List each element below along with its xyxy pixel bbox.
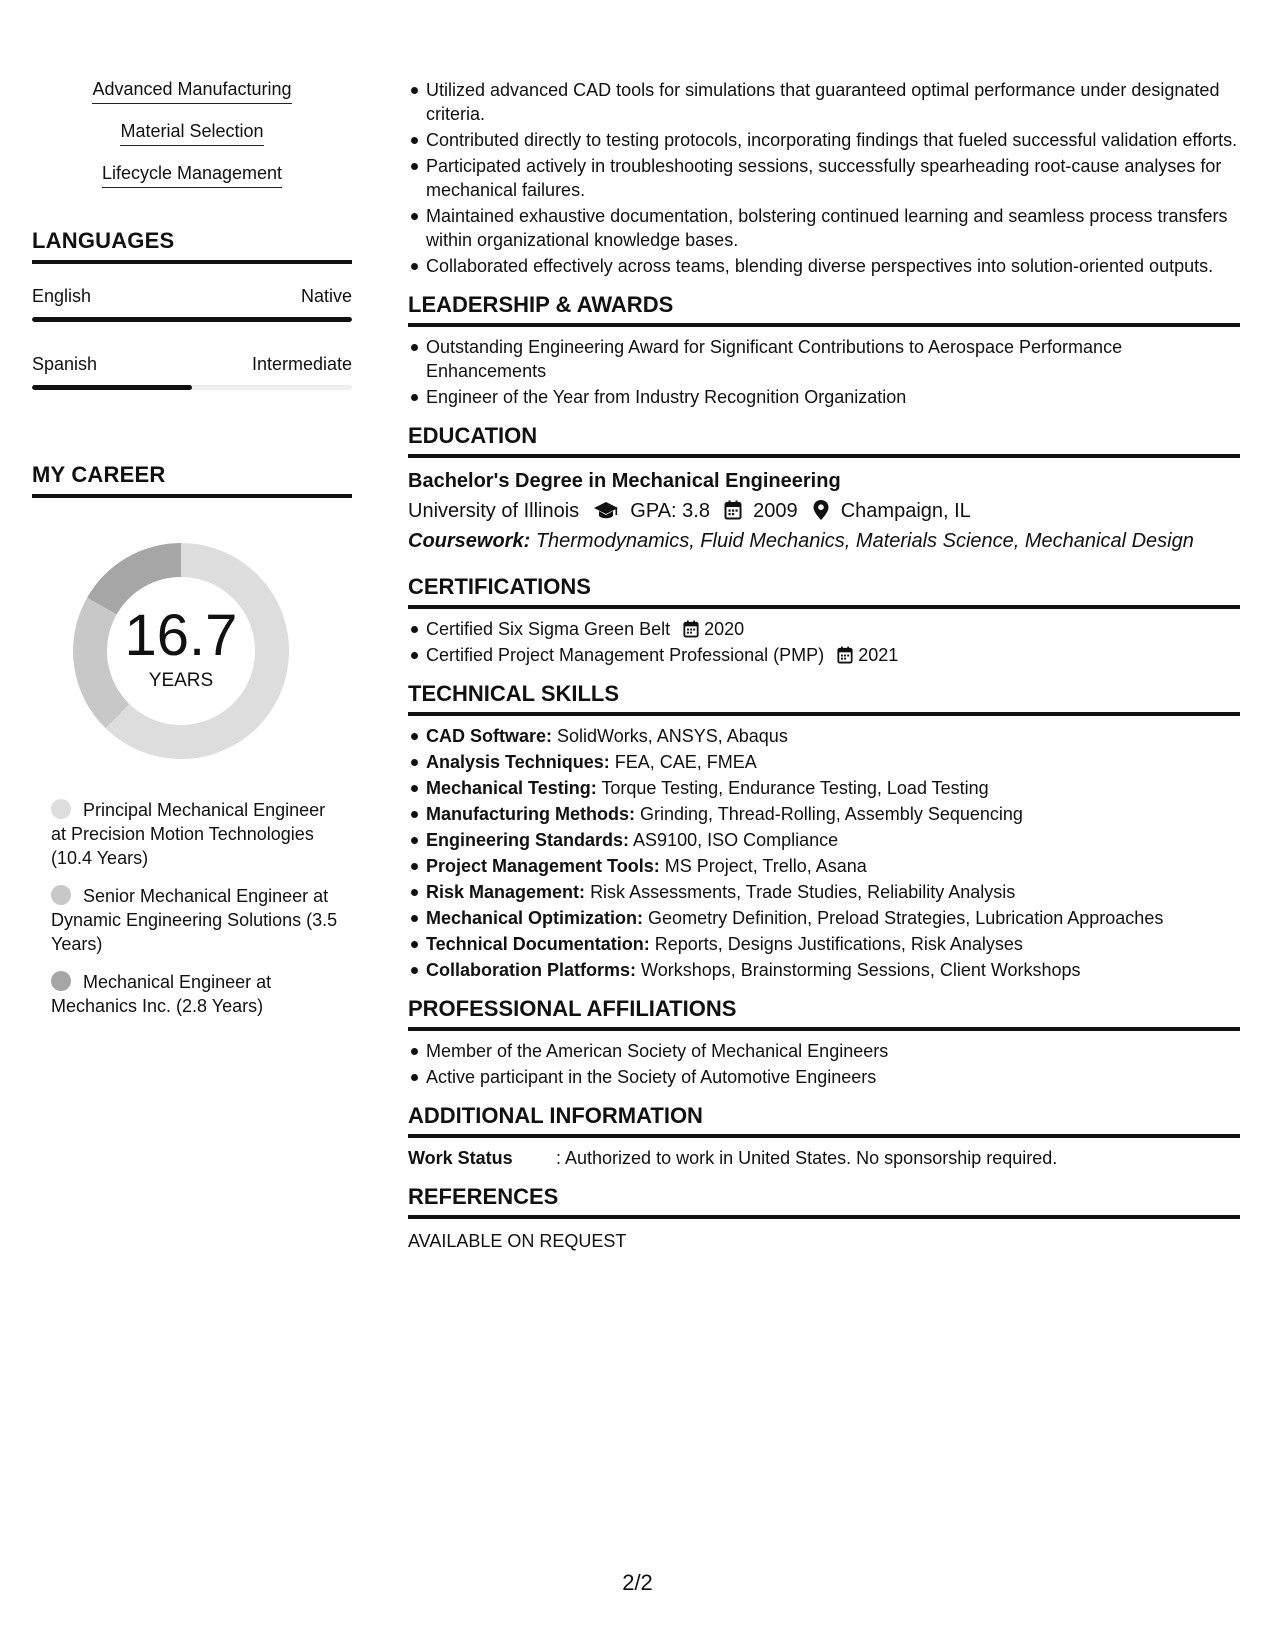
skill-values: Risk Assessments, Trade Studies, Reliability Analysis <box>590 882 1016 902</box>
list-item <box>426 958 1240 982</box>
skill-tags <box>32 78 352 188</box>
career-legend-item <box>51 884 341 956</box>
certifications-list <box>408 617 1240 667</box>
education-details <box>408 498 1240 524</box>
skill-values: FEA, CAE, FMEA <box>614 752 757 772</box>
graduation-cap-icon <box>593 500 619 520</box>
coursework <box>408 528 1240 554</box>
career-donut-chart <box>66 536 296 766</box>
language-level: Intermediate <box>251 354 352 374</box>
list-item <box>426 643 1240 667</box>
leadership-section <box>408 292 1240 409</box>
skill-values: Geometry Definition, Preload Strategies, Lubrication Approaches <box>648 908 1164 928</box>
certification-year: 2020 <box>704 619 745 639</box>
skill-category: Risk Management: <box>426 882 586 902</box>
skill-tag: Advanced Manufacturing <box>92 78 291 104</box>
affiliations-heading: PROFESSIONAL AFFILIATIONS <box>408 996 1240 1031</box>
coursework-label: Coursework: <box>408 530 531 552</box>
skill-category: CAD Software: <box>426 726 553 746</box>
certifications-heading: CERTIFICATIONS <box>408 574 1240 609</box>
calendar-icon <box>683 620 699 638</box>
list-item <box>426 854 1240 878</box>
degree-title: Bachelor's Degree in Mechanical Engineering <box>408 470 841 492</box>
list-item <box>426 724 1240 748</box>
legend-dot-icon <box>51 885 71 905</box>
skill-tag: Lifecycle Management <box>102 162 282 188</box>
career-legend-label: Senior Mechanical Engineer at Dynamic Engineering Solutions (3.5 Years) <box>51 886 338 954</box>
list-item: Active participant in the Society of Automotive Engineers <box>426 1065 1240 1089</box>
skill-values: Workshops, Brainstorming Sessions, Client Workshops <box>641 960 1081 980</box>
affiliations-list <box>408 1039 1240 1089</box>
skill-category: Mechanical Testing: <box>426 778 597 798</box>
work-status-row <box>408 1146 1240 1170</box>
skill-values: Grinding, Thread-Rolling, Assembly Sequencing <box>640 804 1023 824</box>
technical-skills-section <box>408 681 1240 982</box>
list-item <box>426 880 1240 904</box>
work-status-value: : Authorized to work in United States. No sponsorship required. <box>556 1148 1058 1168</box>
language-item <box>32 354 352 390</box>
certification-year: 2021 <box>858 645 899 665</box>
career-legend <box>32 798 341 1018</box>
additional-info-heading: ADDITIONAL INFORMATION <box>408 1103 1240 1138</box>
map-pin-icon <box>813 500 829 520</box>
languages-section <box>32 228 352 390</box>
skill-category: Technical Documentation: <box>426 934 650 954</box>
career-total-unit: YEARS <box>148 670 214 691</box>
language-name: Spanish <box>32 354 98 374</box>
page-number: 2/2 <box>622 1570 653 1595</box>
career-section <box>32 462 352 1018</box>
certifications-section <box>408 574 1240 667</box>
legend-dot-icon <box>51 799 71 819</box>
list-item: Engineer of the Year from Industry Recognition Organization <box>426 385 1240 409</box>
skill-category: Manufacturing Methods: <box>426 804 635 824</box>
list-item: Outstanding Engineering Award for Significant Contributions to Aerospace Performance Enhancements <box>426 335 1240 383</box>
list-item: Collaborated effectively across teams, blending diverse perspectives into solution-oriented outputs. <box>426 254 1240 278</box>
skill-category: Project Management Tools: <box>426 856 660 876</box>
language-proficiency-bar <box>32 317 352 322</box>
skill-category: Collaboration Platforms: <box>426 960 637 980</box>
technical-skills-list <box>408 724 1240 982</box>
languages-heading: LANGUAGES <box>32 228 352 264</box>
references-heading: REFERENCES <box>408 1184 1240 1219</box>
language-level: Native <box>300 286 352 306</box>
school-name: University of Illinois <box>408 500 580 522</box>
references-section <box>408 1184 1240 1253</box>
references-text: AVAILABLE ON REQUEST <box>408 1231 627 1251</box>
skill-values: Torque Testing, Endurance Testing, Load Testing <box>601 778 989 798</box>
career-heading: MY CAREER <box>32 462 352 498</box>
main-content <box>408 78 1240 1253</box>
additional-info-section <box>408 1103 1240 1170</box>
list-item <box>426 617 1240 641</box>
list-item <box>426 750 1240 774</box>
legend-dot-icon <box>51 971 71 991</box>
language-proficiency-fill <box>32 317 352 322</box>
calendar-icon <box>724 500 742 520</box>
affiliations-section <box>408 996 1240 1089</box>
work-status-label: Work Status <box>408 1148 513 1168</box>
skill-category: Mechanical Optimization: <box>426 908 644 928</box>
list-item <box>426 932 1240 956</box>
list-item: Maintained exhaustive documentation, bolstering continued learning and seamless process transfers within organizational knowledge bases. <box>426 204 1240 252</box>
calendar-icon <box>837 646 853 664</box>
career-total: 16.7 <box>124 603 238 668</box>
list-item <box>426 776 1240 800</box>
language-proficiency-fill <box>32 385 192 390</box>
education-section <box>408 423 1240 554</box>
list-item: Contributed directly to testing protocols, incorporating findings that fueled successful validation efforts. <box>426 128 1240 152</box>
skill-values: SolidWorks, ANSYS, Abaqus <box>557 726 788 746</box>
coursework-list: Thermodynamics, Fluid Mechanics, Materials Science, Mechanical Design <box>535 530 1194 552</box>
language-proficiency-bar <box>32 385 352 390</box>
skill-category: Analysis Techniques: <box>426 752 610 772</box>
leadership-list <box>408 335 1240 409</box>
language-item <box>32 286 352 322</box>
graduation-year: 2009 <box>753 500 798 522</box>
technical-skills-heading: TECHNICAL SKILLS <box>408 681 1240 716</box>
skill-values: Reports, Designs Justifications, Risk Analyses <box>654 934 1023 954</box>
list-item: Member of the American Society of Mechanical Engineers <box>426 1039 1240 1063</box>
sidebar <box>32 78 352 1032</box>
certification-name: Certified Project Management Professional (PMP) <box>426 645 825 665</box>
career-legend-label: Principal Mechanical Engineer at Precision Motion Technologies (10.4 Years) <box>51 800 326 868</box>
skill-tag: Material Selection <box>120 120 263 146</box>
language-name: English <box>32 286 92 306</box>
leadership-heading: LEADERSHIP & AWARDS <box>408 292 1240 327</box>
skill-values: AS9100, ISO Compliance <box>633 830 839 850</box>
skill-values: MS Project, Trello, Asana <box>664 856 867 876</box>
gpa: GPA: 3.8 <box>630 500 710 522</box>
skill-category: Engineering Standards: <box>426 830 630 850</box>
career-legend-item <box>51 798 341 870</box>
education-heading: EDUCATION <box>408 423 1240 458</box>
career-legend-item <box>51 970 341 1018</box>
list-item: Utilized advanced CAD tools for simulations that guaranteed optimal performance under designated criteria. <box>426 78 1240 126</box>
list-item <box>426 802 1240 826</box>
experience-bullets <box>408 78 1240 278</box>
list-item <box>426 906 1240 930</box>
certification-name: Certified Six Sigma Green Belt <box>426 619 671 639</box>
career-legend-label: Mechanical Engineer at Mechanics Inc. (2.8 Years) <box>51 972 272 1016</box>
school-location: Champaign, IL <box>840 500 971 522</box>
list-item <box>426 828 1240 852</box>
list-item: Participated actively in troubleshooting sessions, successfully spearheading root-cause analyses for mechanical failures. <box>426 154 1240 202</box>
